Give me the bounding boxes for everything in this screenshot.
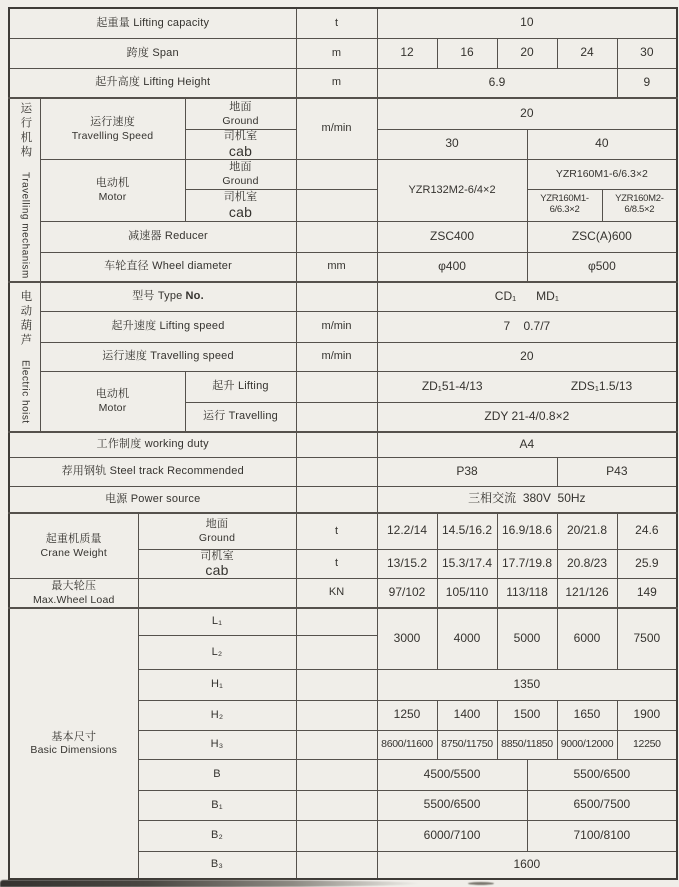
ground-en: Ground bbox=[222, 174, 259, 187]
scan-speck bbox=[468, 882, 494, 885]
unit-working-duty bbox=[296, 432, 377, 457]
value-travelling-motor-cab-left: YZR160M1-6/6.3×2 bbox=[527, 189, 602, 221]
row-label-travelling-speed bbox=[40, 98, 185, 159]
value-crane-weight-ground-2: 14.5/16.2 bbox=[437, 513, 497, 549]
row-label-span: 跨度 Span bbox=[9, 38, 296, 68]
section-travelling-mechanism bbox=[9, 98, 40, 282]
ground-en: Ground bbox=[222, 114, 259, 127]
ground-cn: 地面 bbox=[229, 161, 252, 174]
value-dim-L-3: 5000 bbox=[497, 608, 557, 669]
value-dim-H2-4: 1650 bbox=[557, 700, 617, 730]
unit-dim-B2 bbox=[296, 820, 377, 851]
crane-weight-label-cn: 起重机质量 bbox=[45, 532, 102, 545]
dim-sublabel-B2: B₂ bbox=[138, 820, 296, 851]
unit-span: m bbox=[296, 38, 377, 68]
value-dim-B2-right: 7100/8100 bbox=[527, 820, 677, 851]
value-dim-B-left: 4500/5500 bbox=[377, 759, 527, 790]
type-no-label-no: No. bbox=[185, 290, 204, 303]
value-travelling-motor-left: YZR132M2-6/4×2 bbox=[377, 159, 527, 221]
value-hoist-motor-lifting bbox=[377, 371, 677, 402]
value-power-source: 三相交流 380V 50Hz bbox=[377, 486, 677, 513]
crane-weight-cab-sublabel bbox=[138, 549, 296, 578]
value-max-wheel-load-2: 105/110 bbox=[437, 578, 497, 608]
unit-dim-H3 bbox=[296, 730, 377, 759]
value-dim-B1-left: 5500/6500 bbox=[377, 790, 527, 820]
value-dim-H2-5: 1900 bbox=[617, 700, 677, 730]
value-wheel-diameter-left: φ400 bbox=[377, 252, 527, 282]
unit-hoist-travelling-speed: m/min bbox=[296, 342, 377, 371]
dim-sublabel-B1: B₁ bbox=[138, 790, 296, 820]
dim-sublabel-B3: B₃ bbox=[138, 851, 296, 879]
unit-dim-B bbox=[296, 759, 377, 790]
row-label-reducer: 减速器 Reducer bbox=[40, 221, 296, 252]
value-crane-weight-ground-5: 24.6 bbox=[617, 513, 677, 549]
basic-dimensions-label-en: Basic Dimensions bbox=[30, 744, 118, 757]
row-label-travelling-motor bbox=[40, 159, 185, 221]
value-lifting-height-last: 9 bbox=[617, 68, 677, 98]
value-crane-weight-ground-3: 16.9/18.6 bbox=[497, 513, 557, 549]
unit-hoist-motor-travelling bbox=[296, 402, 377, 432]
travelling-motor-cab-sublabel bbox=[185, 189, 296, 221]
value-max-wheel-load-3: 113/118 bbox=[497, 578, 557, 608]
type-no-label: 型号 Type bbox=[132, 290, 183, 303]
section-electric-hoist-labels bbox=[10, 290, 40, 424]
value-dim-L-2: 4000 bbox=[437, 608, 497, 669]
value-wheel-diameter-right: φ500 bbox=[527, 252, 677, 282]
value-travelling-speed-cab-right: 40 bbox=[527, 129, 677, 159]
row-label-steel-track: 荐用钢轨 Steel track Recommended bbox=[9, 457, 296, 486]
unit-power-source bbox=[296, 486, 377, 513]
unit-hoist-motor-lifting bbox=[296, 371, 377, 402]
max-wheel-load-label-cn: 最大轮压 bbox=[51, 579, 97, 592]
value-steel-track-right: P43 bbox=[557, 457, 677, 486]
value-reducer-right: ZSC(A)600 bbox=[527, 221, 677, 252]
value-max-wheel-load-5: 149 bbox=[617, 578, 677, 608]
crane-spec-table bbox=[8, 7, 678, 880]
unit-travelling-motor-ground bbox=[296, 159, 377, 189]
row-label-hoist-lifting-speed: 起升速度 Lifting speed bbox=[40, 311, 296, 342]
value-dim-B3: 1600 bbox=[377, 851, 677, 879]
row-label-lifting-capacity: 起重量 Lifting capacity bbox=[9, 8, 296, 38]
value-dim-B-right: 5500/6500 bbox=[527, 759, 677, 790]
value-dim-H2-3: 1500 bbox=[497, 700, 557, 730]
hoist-motor-lifting-value-left: ZD₁51-4/13 bbox=[421, 378, 483, 393]
value-travelling-speed-cab-left: 30 bbox=[377, 129, 527, 159]
unit-lifting-capacity: t bbox=[296, 8, 377, 38]
value-span-16: 16 bbox=[437, 38, 497, 68]
value-travelling-motor-right-top: YZR160M1-6/6.3×2 bbox=[527, 159, 677, 189]
cab-en: cab bbox=[228, 142, 253, 159]
cab-en: cab bbox=[228, 203, 253, 220]
unit-dim-B3 bbox=[296, 851, 377, 879]
dim-sublabel-L2: L₂ bbox=[138, 635, 296, 669]
value-lifting-height-main: 6.9 bbox=[377, 68, 617, 98]
value-dim-L-4: 6000 bbox=[557, 608, 617, 669]
section-electric-hoist bbox=[9, 282, 40, 432]
ground-en: Ground bbox=[198, 532, 236, 545]
value-dim-H1: 1350 bbox=[377, 669, 677, 700]
row-label-wheel-diameter: 车轮直径 Wheel diameter bbox=[40, 252, 296, 282]
value-hoist-lifting-speed: 7 0.7/7 bbox=[377, 311, 677, 342]
dim-sublabel-L1: L₁ bbox=[138, 608, 296, 635]
dim-sublabel-H1: H₁ bbox=[138, 669, 296, 700]
row-label-type-no bbox=[40, 282, 296, 311]
unit-travelling-motor-cab bbox=[296, 189, 377, 221]
value-dim-H2-1: 1250 bbox=[377, 700, 437, 730]
travelling-motor-ground-sublabel bbox=[185, 159, 296, 189]
unit-wheel-diameter: mm bbox=[296, 252, 377, 282]
value-max-wheel-load-1: 97/102 bbox=[377, 578, 437, 608]
unit-type-no bbox=[296, 282, 377, 311]
value-reducer-left: ZSC400 bbox=[377, 221, 527, 252]
value-crane-weight-cab-3: 17.7/19.8 bbox=[497, 549, 557, 578]
section-travelling-mechanism-labels bbox=[10, 102, 40, 279]
value-steel-track-left: P38 bbox=[377, 457, 557, 486]
value-dim-H3-5: 12250 bbox=[617, 730, 677, 759]
row-label-basic-dimensions bbox=[9, 608, 138, 879]
value-dim-H3-1: 8600/11600 bbox=[377, 730, 437, 759]
ground-cn: 地面 bbox=[205, 518, 229, 531]
value-crane-weight-cab-1: 13/15.2 bbox=[377, 549, 437, 578]
row-label-power-source: 电源 Power source bbox=[9, 486, 296, 513]
dim-sublabel-H2: H₂ bbox=[138, 700, 296, 730]
basic-dimensions-label-cn: 基本尺寸 bbox=[51, 730, 97, 743]
unit-max-wheel-load: KN bbox=[296, 578, 377, 608]
unit-lifting-height: m bbox=[296, 68, 377, 98]
dim-sublabel-B: B bbox=[138, 759, 296, 790]
unit-dim-L1 bbox=[296, 608, 377, 635]
max-wheel-load-label-en: Max.Wheel Load bbox=[32, 593, 115, 606]
unit-dim-H2 bbox=[296, 700, 377, 730]
travelling-speed-label-en: Travelling Speed bbox=[71, 129, 154, 142]
section-electric-hoist-en: Electric hoist bbox=[19, 360, 31, 424]
travelling-motor-label-cn: 电动机 bbox=[95, 177, 130, 190]
hoist-motor-lifting-values bbox=[378, 380, 677, 394]
value-span-24: 24 bbox=[557, 38, 617, 68]
value-hoist-motor-travelling: ZDY 21-4/0.8×2 bbox=[377, 402, 677, 432]
row-label-working-duty: 工作制度 working duty bbox=[9, 432, 296, 457]
value-dim-B2-left: 6000/7100 bbox=[377, 820, 527, 851]
hoist-motor-label-cn: 电动机 bbox=[95, 388, 130, 401]
unit-crane-weight-cab: t bbox=[296, 549, 377, 578]
value-span-20: 20 bbox=[497, 38, 557, 68]
value-span-30: 30 bbox=[617, 38, 677, 68]
value-crane-weight-ground-1: 12.2/14 bbox=[377, 513, 437, 549]
hoist-motor-travelling-sublabel: 运行 Travelling bbox=[185, 402, 296, 432]
travelling-motor-label-en: Motor bbox=[98, 190, 127, 203]
value-travelling-speed-ground: 20 bbox=[377, 98, 677, 129]
crane-weight-ground-sublabel bbox=[138, 513, 296, 549]
section-travelling-mechanism-cn: 运行机构 bbox=[19, 101, 32, 160]
value-crane-weight-ground-4: 20/21.8 bbox=[557, 513, 617, 549]
row-label-hoist-travelling-speed: 运行速度 Travelling speed bbox=[40, 342, 296, 371]
value-dim-H3-3: 8850/11850 bbox=[497, 730, 557, 759]
value-crane-weight-cab-5: 25.9 bbox=[617, 549, 677, 578]
value-dim-H3-4: 9000/12000 bbox=[557, 730, 617, 759]
crane-weight-label-en: Crane Weight bbox=[40, 546, 107, 559]
value-dim-L-5: 7500 bbox=[617, 608, 677, 669]
value-dim-H3-2: 8750/11750 bbox=[437, 730, 497, 759]
value-working-duty: A4 bbox=[377, 432, 677, 457]
unit-dim-B1 bbox=[296, 790, 377, 820]
cab-en: cab bbox=[205, 562, 229, 578]
unit-travelling-speed: m/min bbox=[296, 98, 377, 159]
cab-cn: 司机室 bbox=[200, 549, 234, 562]
value-dim-B1-right: 6500/7500 bbox=[527, 790, 677, 820]
value-lifting-capacity: 10 bbox=[377, 8, 677, 38]
hoist-motor-lifting-sublabel: 起升 Lifting bbox=[185, 371, 296, 402]
row-label-crane-weight bbox=[9, 513, 138, 578]
value-crane-weight-cab-2: 15.3/17.4 bbox=[437, 549, 497, 578]
value-dim-H2-2: 1400 bbox=[437, 700, 497, 730]
value-type-no: CD₁ MD₁ bbox=[377, 282, 677, 311]
value-dim-L-1: 3000 bbox=[377, 608, 437, 669]
unit-reducer bbox=[296, 221, 377, 252]
unit-hoist-lifting-speed: m/min bbox=[296, 311, 377, 342]
section-electric-hoist-cn: 电动葫芦 bbox=[19, 290, 32, 349]
cab-cn: 司机室 bbox=[223, 191, 258, 204]
cab-cn: 司机室 bbox=[223, 130, 258, 143]
unit-dim-L2 bbox=[296, 635, 377, 669]
unit-crane-weight-ground: t bbox=[296, 513, 377, 549]
travelling-speed-cab-sublabel bbox=[185, 129, 296, 159]
row-label-hoist-motor bbox=[40, 371, 185, 432]
value-travelling-motor-cab-right: YZR160M2-6/8.5×2 bbox=[602, 189, 677, 221]
unit-steel-track bbox=[296, 457, 377, 486]
row-label-max-wheel-load bbox=[9, 578, 138, 608]
max-wheel-load-empty-cell bbox=[138, 578, 296, 608]
scan-smudge bbox=[0, 880, 420, 887]
value-hoist-travelling-speed: 20 bbox=[377, 342, 677, 371]
dim-sublabel-H3: H₃ bbox=[138, 730, 296, 759]
row-label-lifting-height: 起升高度 Lifting Height bbox=[9, 68, 296, 98]
hoist-motor-label-en: Motor bbox=[98, 402, 127, 415]
travelling-speed-label-cn: 运行速度 bbox=[90, 115, 135, 128]
value-max-wheel-load-4: 121/126 bbox=[557, 578, 617, 608]
ground-cn: 地面 bbox=[229, 100, 252, 113]
unit-dim-H1 bbox=[296, 669, 377, 700]
travelling-speed-ground-sublabel bbox=[185, 98, 296, 129]
hoist-motor-lifting-value-right: ZDS₁1.5/13 bbox=[570, 378, 633, 393]
value-span-12: 12 bbox=[377, 38, 437, 68]
section-travelling-mechanism-en: Travelling mechanism bbox=[19, 171, 31, 279]
value-crane-weight-cab-4: 20.8/23 bbox=[557, 549, 617, 578]
